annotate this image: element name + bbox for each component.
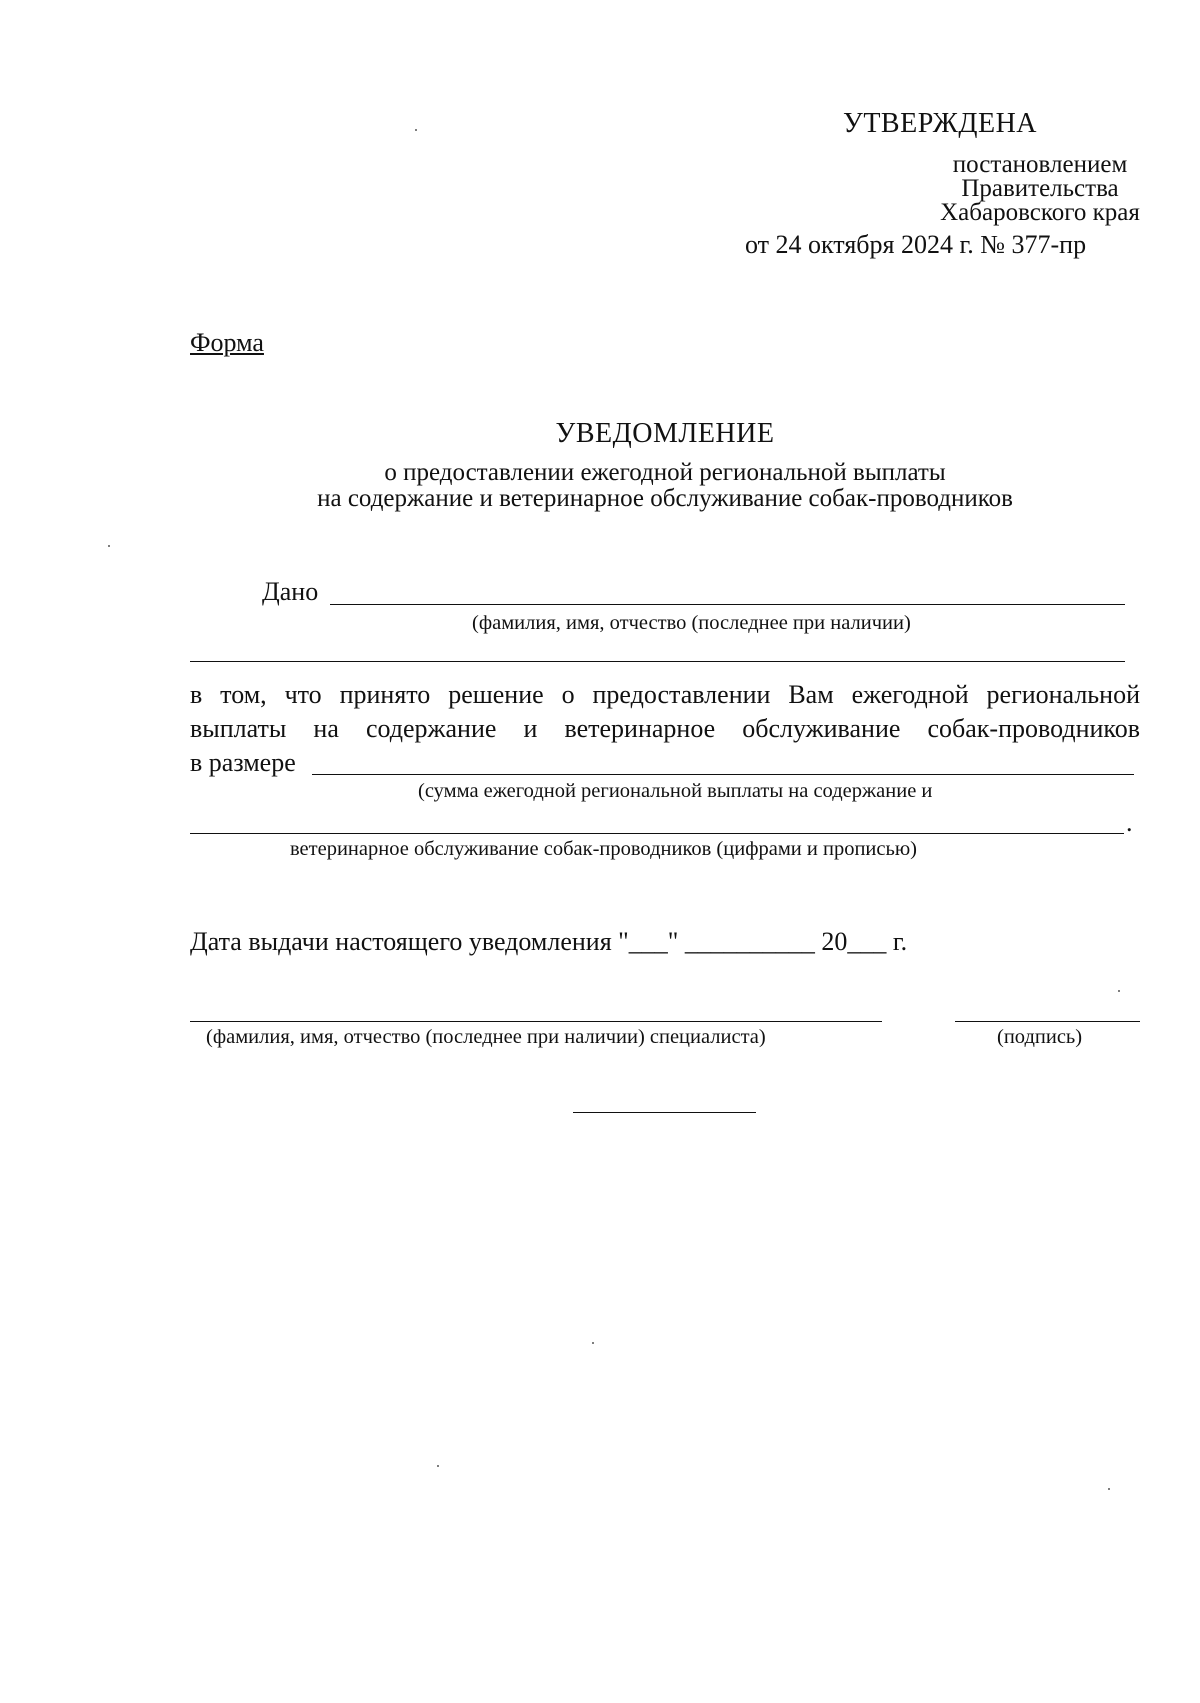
- scan-speck: [1118, 990, 1120, 992]
- approval-line-3: Хабаровского края: [940, 199, 1140, 226]
- amount-line-2[interactable]: [190, 833, 1124, 834]
- approval-date: от 24 октября 2024 г. № 377-пр: [745, 230, 1087, 259]
- amount-label: в размере: [190, 748, 296, 777]
- amount-caption-1: (сумма ежегодной региональной выплаты на содержание и: [418, 780, 933, 802]
- amount-period: .: [1126, 808, 1133, 837]
- scan-speck: [108, 545, 110, 547]
- amount-caption-2: ветеринарное обслуживание собак-проводников (цифрами и прописью): [290, 838, 917, 860]
- recipient-name-line-2[interactable]: [190, 661, 1125, 662]
- approval-line-1: постановлением: [952, 151, 1128, 178]
- scan-speck: [415, 129, 417, 131]
- notice-subtitle-2: на содержание и ветеринарное обслуживание собак-проводников: [317, 485, 1013, 512]
- approval-line-2: Правительства: [961, 175, 1119, 202]
- notice-title: УВЕДОМЛЕНИЕ: [555, 418, 775, 449]
- given-label: Дано: [262, 577, 319, 606]
- signature-caption: (подпись): [997, 1026, 1083, 1048]
- scan-speck: [592, 1342, 594, 1344]
- approval-title: УТВЕРЖДЕНА: [843, 108, 1038, 139]
- scan-speck: [1108, 1488, 1110, 1490]
- decision-line-2: выплаты на содержание и ветеринарное обслуживание собак-проводников: [190, 714, 1140, 743]
- decision-line-1: в том, что принято решение о предоставлении Вам ежегодной региональной: [190, 680, 1140, 709]
- recipient-name-caption: (фамилия, имя, отчество (последнее при наличии): [472, 612, 911, 634]
- notice-subtitle-1: о предоставлении ежегодной региональной выплаты: [384, 459, 946, 486]
- issue-date-line: Дата выдачи настоящего уведомления "___" __________ 20___ г.: [190, 927, 908, 956]
- closing-separator: [573, 1112, 756, 1113]
- specialist-name-caption: (фамилия, имя, отчество (последнее при наличии) специалиста): [206, 1026, 766, 1048]
- form-label: Форма: [190, 328, 264, 357]
- recipient-name-line[interactable]: [330, 604, 1125, 605]
- signature-line[interactable]: [955, 1021, 1140, 1022]
- scan-speck: [437, 1465, 439, 1467]
- specialist-name-line[interactable]: [190, 1021, 882, 1022]
- amount-line[interactable]: [312, 774, 1134, 775]
